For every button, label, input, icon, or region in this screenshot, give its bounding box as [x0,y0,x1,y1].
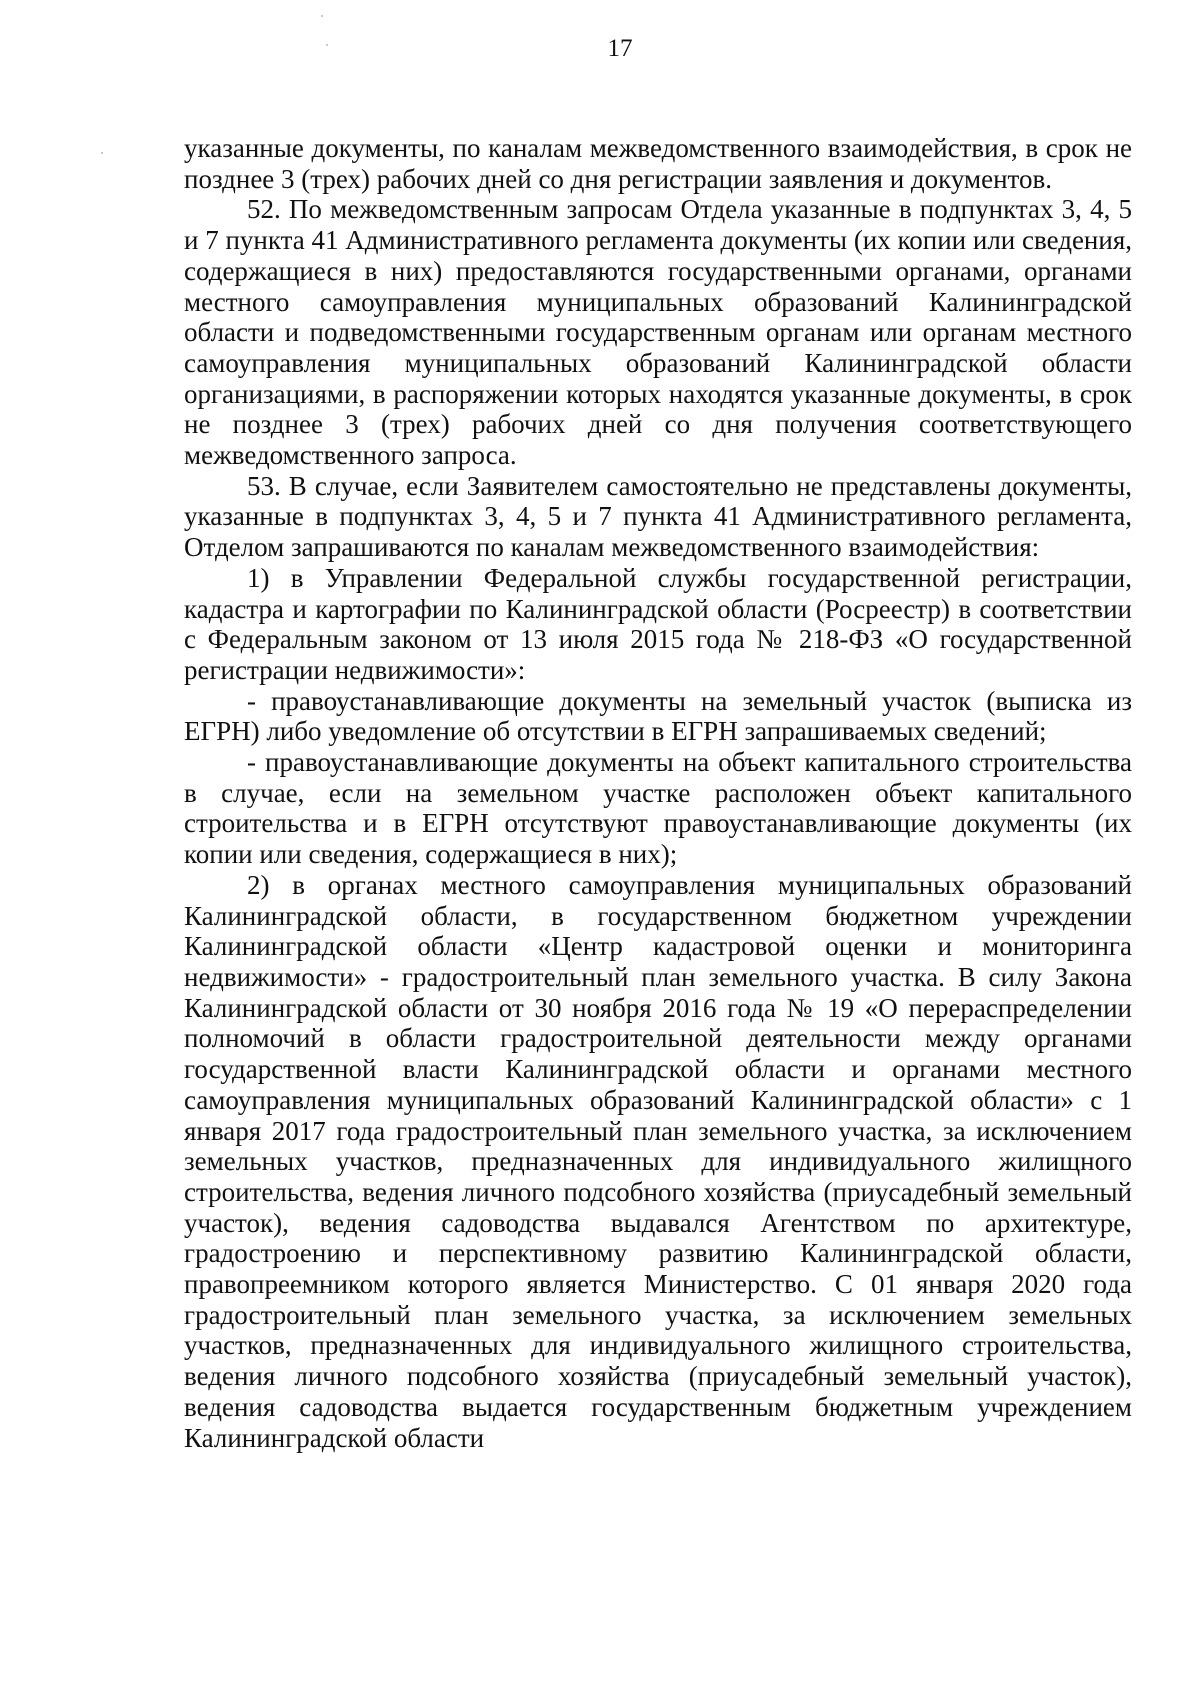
paragraph-item-52: 52. По межведомственным запросам Отдела указанные в подпунктах 3, 4, 5 и 7 пункта 41 Административного регламента документы (их копии или сведения, содержащиеся в них) предоставляются государственными органами, органами местного самоуправления муниципальных образований Калининградской области и подведомственными государственным органам или органам местного самоуправления муниципальных образований Калининградской области организациями, в распоряжении которых находятся указанные документы, в срок не позднее 3 (трех) рабочих дней со дня получения соответствующего межведомственного запроса. [184,194,1132,471]
page-number: 17 [607,35,633,62]
paragraph-subitem-2: 2) в органах местного самоуправления муниципальных образований Калининградской области, в государственном бюджетном учреждении Калининградской области «Центр кадастровой оценки и мониторинга недвижимости» - градостроительный план земельного участка. В силу Закона Калининградской области от 30 ноября 2016 года № 19 «О перераспределении полномочий в области градостроительной деятельности между органами государственной власти Калининградской области и органами местного самоуправления муниципальных образований Калининградской области» с 1 января 2017 года градостроительный план земельного участка, за исключением земельных участков, предназначенных для индивидуального жилищного строительства, ведения личного подсобного хозяйства (приусадебный земельный участок), ведения садоводства выдавался Агентством по архитектуре, градостроению и перспективному развитию Калининградской области, правопреемником которого является Министерство. С 01 января 2020 года градостроительный план земельного участка, за исключением земельных участков, предназначенных для индивидуального жилищного строительства, ведения личного подсобного хозяйства (приусадебный земельный участок), ведения садоводства выдается государственным бюджетным учреждением Калининградской области [184,869,1132,1453]
scan-speck [101,152,103,154]
scan-speck [321,15,323,17]
paragraph-dash-1: - правоустанавливающие документы на земельный участок (выписка из ЕГРН) либо уведомление об отсутствии в ЕГРН запрашиваемых сведений; [184,685,1132,747]
paragraph-continuation: указанные документы, по каналам межведомственного взаимодействия, в срок не позднее 3 (трех) рабочих дней со дня регистрации заявления и документов. [184,133,1132,194]
paragraph-item-53: 53. В случае, если Заявителем самостоятельно не представлены документы, указанные в подпунктах 3, 4, 5 и 7 пункта 41 Административного регламента, Отделом запрашиваются по каналам межведомственного взаимодействия: [184,470,1132,563]
document-body [184,133,1132,1453]
paragraph-dash-2: - правоустанавливающие документы на объект капитального строительства в случае, если на земельном участке расположен объект капитального строительства и в ЕГРН отсутствуют правоустанавливающие документы (их копии или сведения, содержащиеся в них); [184,747,1132,870]
paragraph-subitem-1: 1) в Управлении Федеральной службы государственной регистрации, кадастра и картографии по Калининградской области (Росреестр) в соответствии с Федеральным законом от 13 июля 2015 года № 218-ФЗ «О государственной регистрации недвижимости»: [184,562,1132,685]
